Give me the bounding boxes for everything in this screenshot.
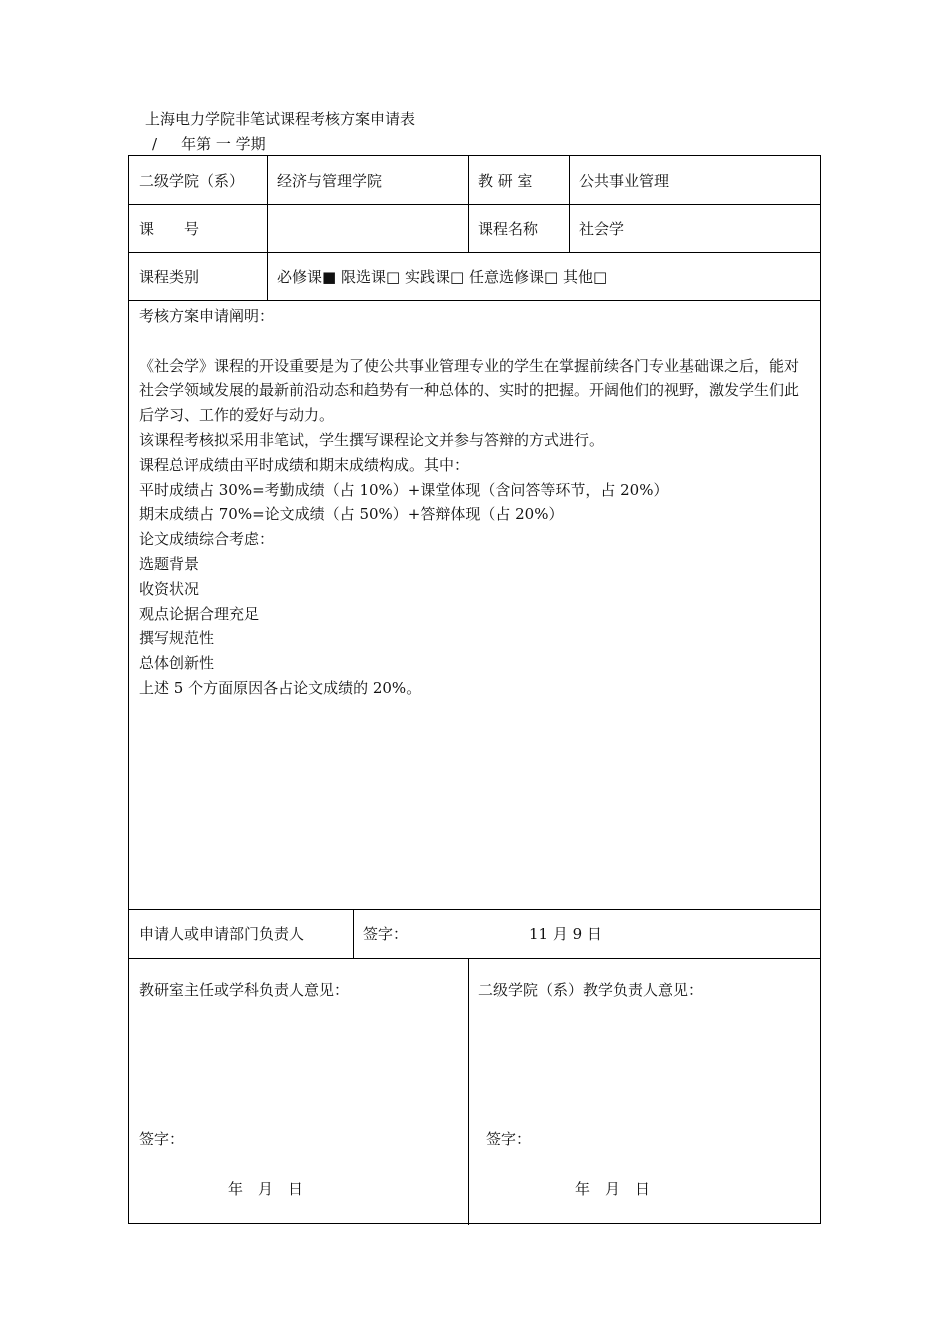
applicant-date[interactable]: 11 月 9 日 [529, 925, 602, 943]
checkbox-icon[interactable]: □ [592, 267, 608, 286]
category-option-label: 必修课 [277, 267, 323, 286]
checkbox-icon[interactable]: □ [543, 267, 559, 286]
explanation-paragraph: 该课程考核拟采用非笔试，学生撰写课程论文并参与答辩的方式进行。 [139, 430, 605, 449]
course-category-label: 课程类别 [139, 267, 200, 286]
row-divider [129, 958, 820, 959]
explanation-paragraph: 期末成绩占 70%=论文成绩（占 50%）+答辩体现（占 20%） [139, 505, 564, 524]
category-option-label: 实践课 [404, 267, 450, 286]
teaching-office-opinion-heading: 教研室主任或学科负责人意见： [139, 981, 350, 999]
row-divider [129, 300, 820, 301]
explanation-paragraph: 论文成绩综合考虑： [139, 530, 275, 549]
checkbox-checked-icon[interactable]: ■ [322, 267, 337, 286]
application-form-table [128, 155, 821, 1224]
checkbox-icon[interactable]: □ [386, 267, 401, 286]
explanation-paragraph: 上述 5 个方面原因各占论文成绩的 20%。 [139, 678, 422, 697]
office-label: 教 研 室 [478, 171, 533, 190]
explanation-paragraph: 观点论据合理充足 [139, 604, 260, 623]
explanation-paragraph: 《社会学》课程的开设重要是为了使公共事业管理专业的学生在掌握前续各门专业基础课之后，能对社会学领域发展的最新前沿动态和趋势有一种总体的、实时的把握。开阔他们的视野，激发学生们此后学习、工作的爱好与动力。 [139, 356, 800, 425]
applicant-label: 申请人或申请部门负责人 [139, 925, 305, 943]
explanation-paragraph: 课程总评成绩由平时成绩和期末成绩构成。其中： [139, 455, 470, 474]
column-divider [468, 958, 469, 1225]
explanation-paragraph: 撰写规范性 [139, 629, 215, 648]
explanation-heading: 考核方案申请阐明： [139, 307, 275, 325]
course-category-options [267, 252, 822, 300]
explanation-paragraph: 总体创新性 [139, 654, 215, 673]
explanation-paragraph: 平时成绩占 30%=考勤成绩（占 10%）+课堂体现（含问答等环节，占 20%） [139, 480, 669, 499]
blank-line [139, 329, 811, 354]
term-line [152, 133, 266, 154]
category-option-label: 其他 [562, 267, 593, 286]
course-number-label: 课 号 [139, 219, 200, 238]
term-slash: / [152, 135, 158, 153]
category-option[interactable] [469, 266, 558, 287]
category-option[interactable] [405, 266, 464, 287]
category-option[interactable] [341, 266, 400, 287]
teaching-office-sign-label: 签字： [139, 1130, 185, 1148]
course-name-label: 课程名称 [478, 219, 539, 238]
form-title: 上海电力学院非笔试课程考核方案申请表 [145, 110, 416, 128]
college-label: 二级学院（系） [139, 171, 245, 190]
course-name-value[interactable]: 社会学 [579, 219, 625, 238]
office-value[interactable]: 公共事业管理 [579, 171, 670, 190]
applicant-sign-label: 签字： [363, 925, 409, 943]
college-sign-label: 签字： [486, 1130, 532, 1148]
explanation-section [139, 304, 811, 701]
category-option[interactable] [277, 266, 336, 287]
college-date[interactable]: 年 月 日 [575, 1180, 651, 1198]
college-value[interactable]: 经济与管理学院 [277, 171, 383, 190]
category-option[interactable] [563, 266, 607, 287]
category-option-label: 限选课 [340, 267, 386, 286]
explanation-paragraph: 收资状况 [139, 579, 200, 598]
explanation-paragraph: 选题背景 [139, 554, 200, 573]
teaching-office-date[interactable]: 年 月 日 [228, 1180, 304, 1198]
checkbox-icon[interactable]: □ [449, 267, 465, 286]
category-option-label: 任意选修课 [468, 267, 544, 286]
term-text: 年第 一 学期 [181, 135, 266, 153]
course-number-value[interactable] [267, 204, 468, 252]
college-opinion-heading: 二级学院（系）教学负责人意见： [478, 981, 704, 999]
